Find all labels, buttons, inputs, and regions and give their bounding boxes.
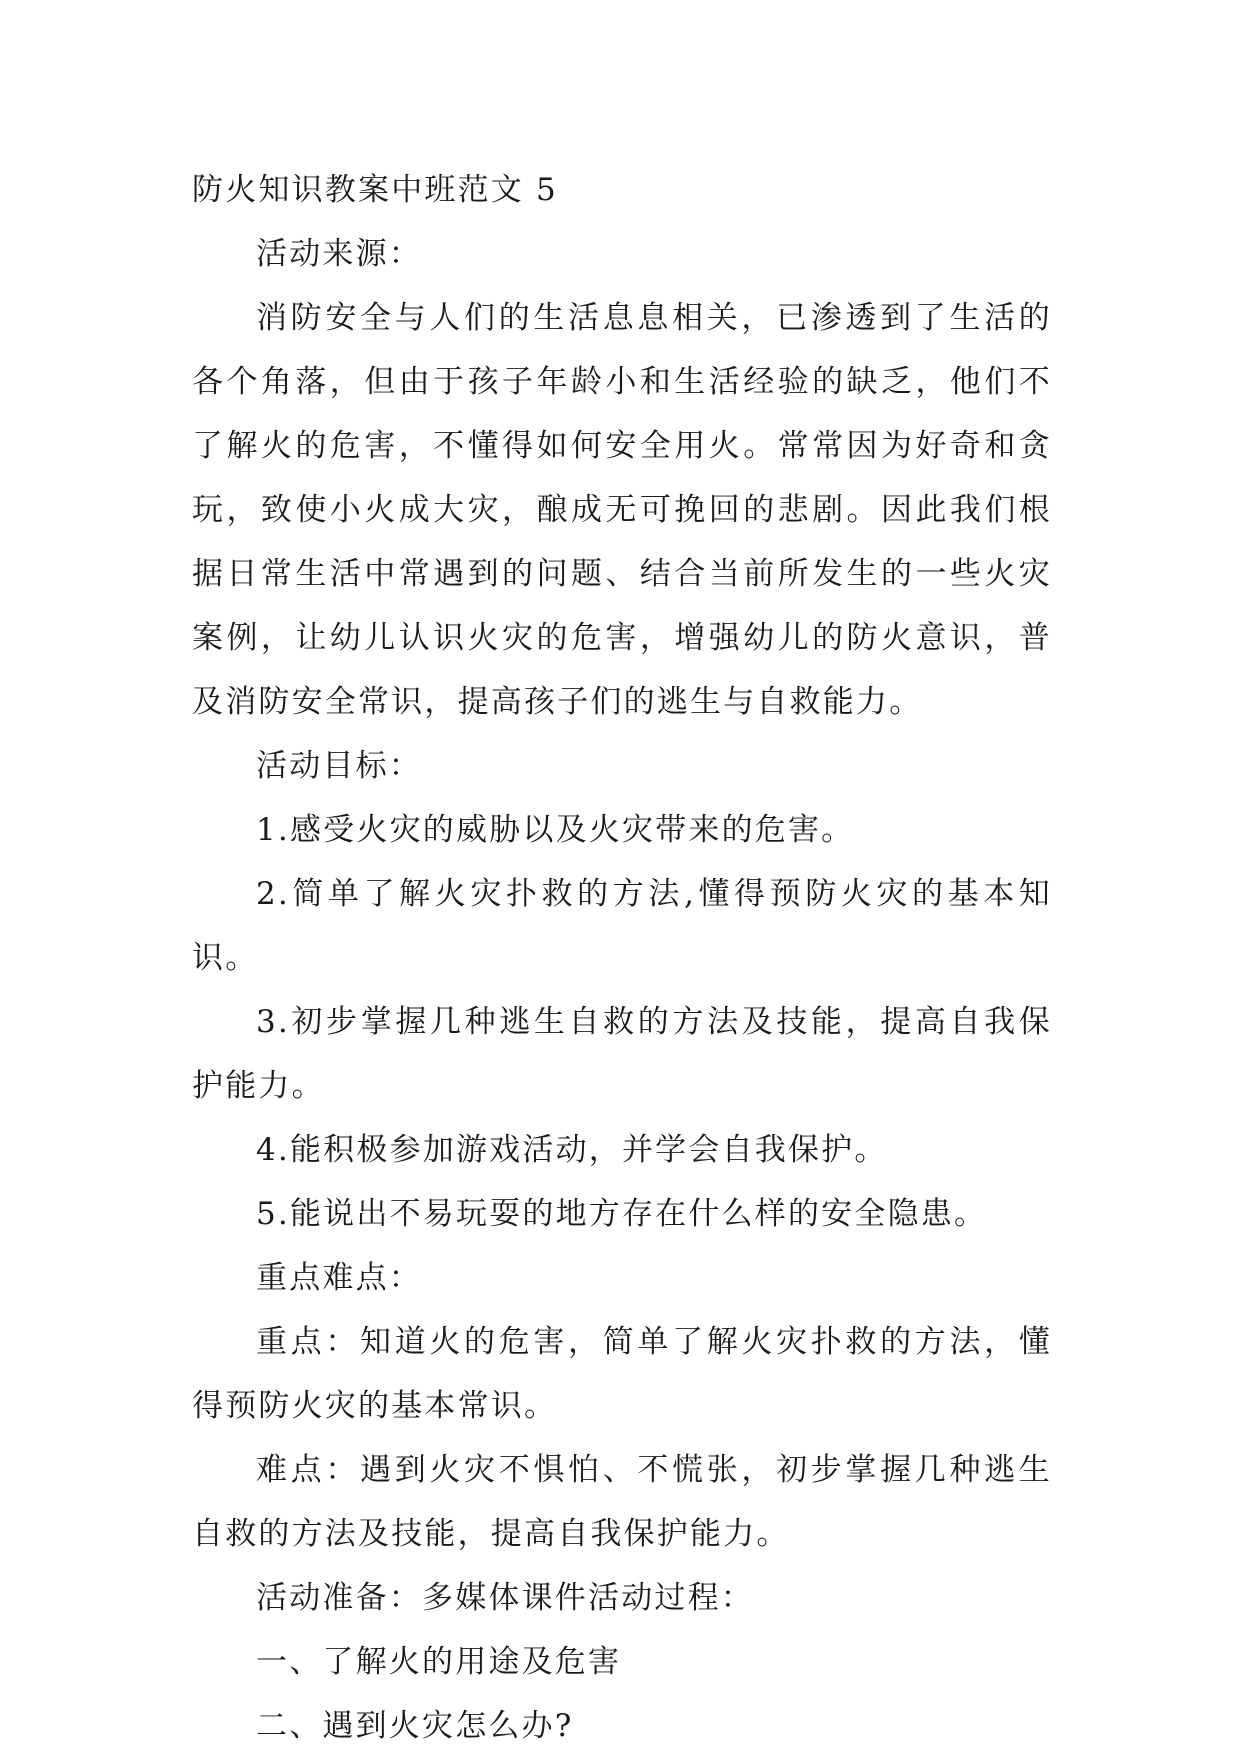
paragraph-activity-goals-heading: 活动目标：	[256, 748, 422, 784]
paragraph-difficult-point: 难点：遇到火灾不惧怕、不慌张，初步掌握几种逃生自救的方法及技能，提高自我保护能力。	[192, 1452, 1052, 1552]
paragraph-activity-preparation: 活动准备：多媒体课件活动过程：	[256, 1580, 754, 1616]
document-body	[192, 158, 1052, 1758]
paragraph-activity-source-heading: 活动来源：	[256, 236, 422, 272]
paragraph-step-2: 二、遇到火灾怎么办?	[256, 1708, 574, 1744]
paragraph-goal-5: 5.能说出不易玩耍的地方存在什么样的安全隐患。	[256, 1196, 988, 1232]
paragraph-step-1: 一、了解火的用途及危害	[256, 1644, 622, 1680]
paragraph-goal-3: 3.初步掌握几种逃生自救的方法及技能，提高自我保护能力。	[192, 1004, 1052, 1104]
paragraph-goal-2: 2.简单了解火灾扑救的方法,懂得预防火灾的基本知识。	[192, 876, 1052, 976]
paragraph-activity-source-body: 消防安全与人们的生活息息相关，已渗透到了生活的各个角落，但由于孩子年龄小和生活经验的缺乏，他们不了解火的危害，不懂得如何安全用火。常常因为好奇和贪玩，致使小火成大灾，酿成无可挽回的悲剧。因此我们根据日常生活中常遇到的问题、结合当前所发生的一些火灾案例，让幼儿认识火灾的危害，增强幼儿的防火意识，普及消防安全常识，提高孩子们的逃生与自救能力。	[192, 300, 1052, 720]
paragraph-key-point: 重点：知道火的危害，简单了解火灾扑救的方法，懂得预防火灾的基本常识。	[192, 1324, 1052, 1424]
document-title: 防火知识教案中班范文 5	[192, 172, 558, 208]
paragraph-key-points-heading: 重点难点：	[256, 1260, 422, 1296]
paragraph-goal-1: 1.感受火灾的威胁以及火灾带来的危害。	[256, 812, 855, 848]
paragraph-goal-4: 4.能积极参加游戏活动，并学会自我保护。	[256, 1132, 888, 1168]
